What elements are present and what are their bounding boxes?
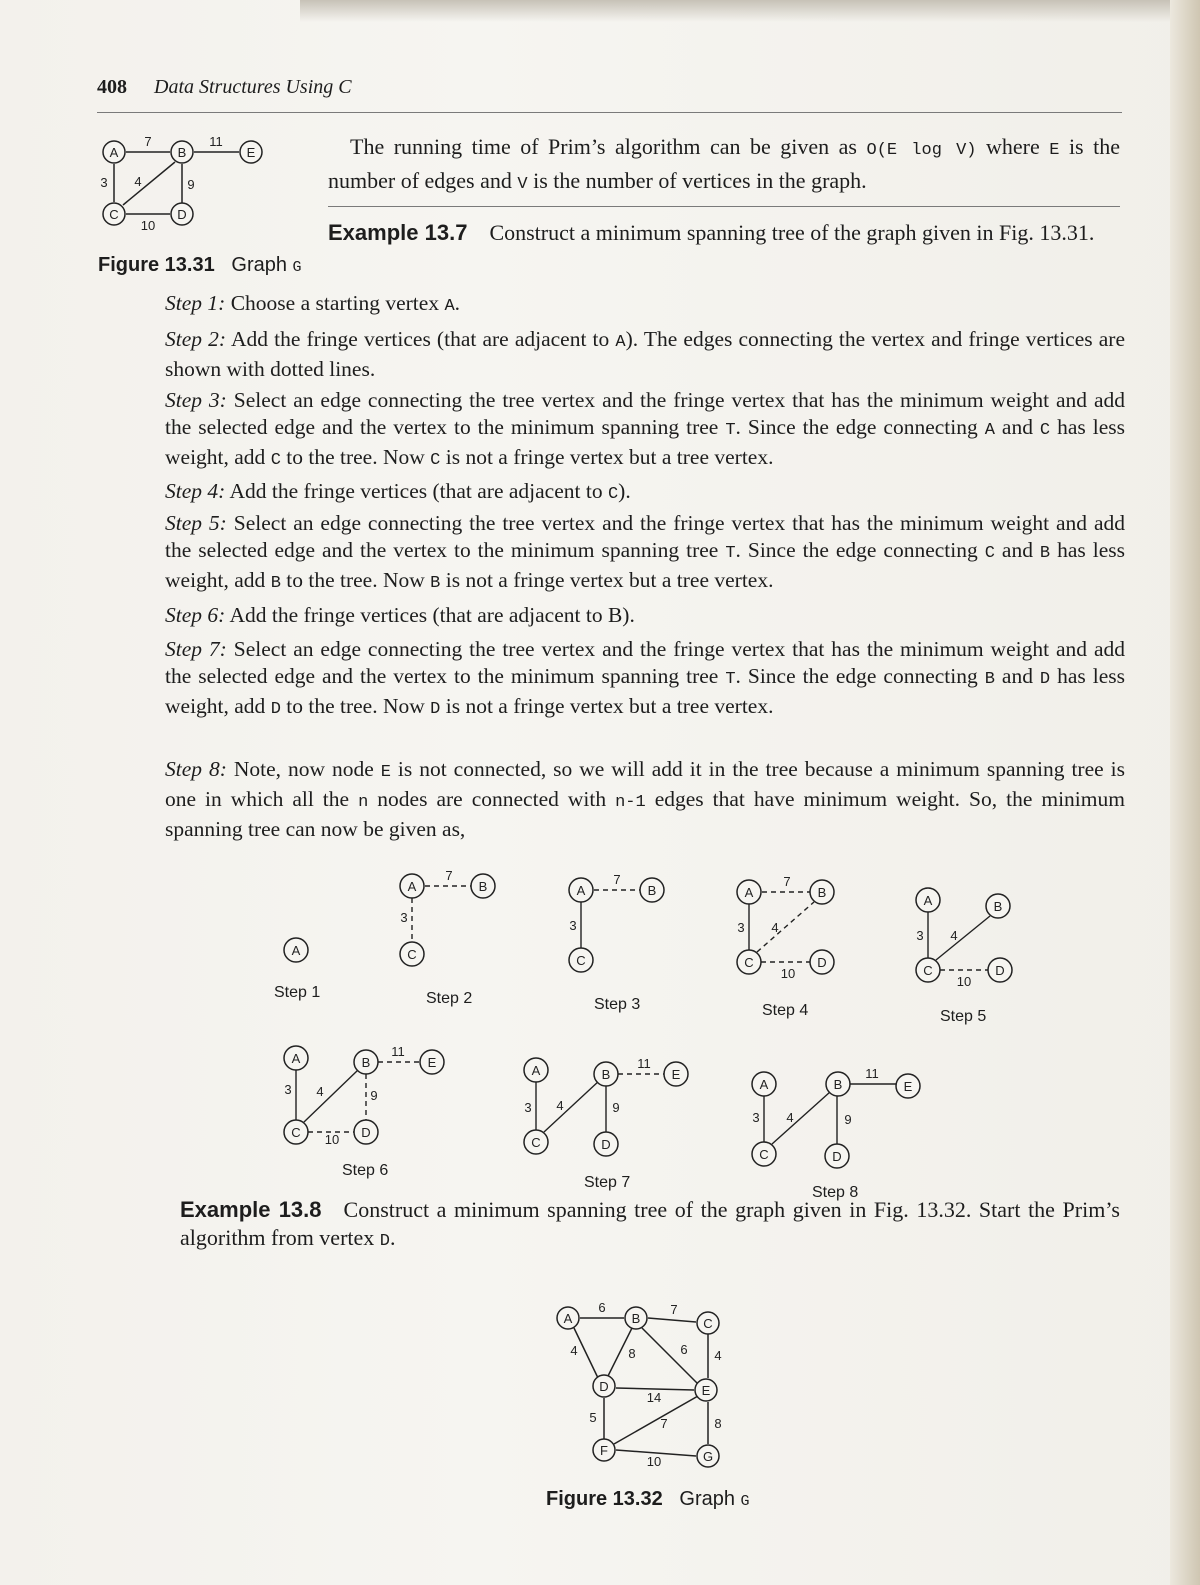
step-text (165, 637, 1125, 718)
edge-weight: 4 (771, 920, 779, 935)
step-text (225, 479, 630, 503)
edge-weight: 3 (752, 1110, 760, 1125)
diagram-label-step-3: Step 3 (594, 996, 641, 1013)
intro-text: is the number of edges and (328, 134, 1120, 193)
node-label: B (833, 1077, 843, 1092)
edge-weight: 4 (786, 1110, 794, 1125)
node-label: D (599, 1379, 609, 1394)
example-text: Construct a minimum spanning tree of the graph given in Fig. 13.31. (489, 220, 1095, 245)
figure-label: Figure 13.32 (546, 1488, 663, 1510)
edge-weight: 7 (613, 872, 621, 887)
node-label: C (291, 1125, 301, 1140)
figure-caption-code: G (292, 259, 302, 276)
step-text-run: has less weight, add (165, 415, 1125, 469)
example-text: Construct a minimum spanning tree of the graph given in Fig. 13.32. Start the Prim’s algorithm from vertex (180, 1197, 1120, 1250)
example-label: Example 13.8 (180, 1197, 322, 1222)
step-text-run: Add the fringe vertices (that are adjacent to (226, 327, 616, 351)
node-label: D (177, 207, 187, 222)
node-label: A (407, 879, 417, 894)
step-label: Step 5: (165, 511, 227, 535)
step-code: A (984, 421, 995, 440)
edge-weight: 4 (714, 1348, 722, 1363)
edge-weight: 3 (284, 1082, 292, 1097)
edge-weight: 14 (646, 1390, 662, 1405)
step-text (165, 388, 1125, 469)
edge-weight: 11 (865, 1066, 879, 1081)
header-rule (97, 112, 1122, 113)
edge-weight: 7 (670, 1302, 678, 1317)
edge-weight: 9 (370, 1088, 378, 1103)
figure-13-31-graph (92, 128, 282, 244)
example-label: Example 13.7 (328, 220, 468, 245)
edge-weight: 7 (783, 874, 791, 889)
page-shadow (300, 0, 1200, 22)
step-code: D (270, 700, 281, 719)
figure-caption: Graph (231, 254, 287, 276)
step-text-run: to the tree. Now (280, 568, 431, 592)
edge-weight: 6 (598, 1300, 606, 1315)
edge-weight: 8 (628, 1346, 636, 1361)
edge-weight: 4 (556, 1098, 564, 1113)
node-label: E (701, 1383, 711, 1398)
node-label: D (601, 1137, 611, 1152)
step-code: B (430, 574, 441, 593)
step-text-run: and (994, 538, 1040, 562)
step-text-run: nodes are connected with (368, 787, 616, 811)
step-text-run: to the tree. Now (280, 445, 431, 469)
step-code: n-1 (615, 793, 646, 812)
intro-code: E (1049, 141, 1060, 160)
intro-text: The running time of Prim’s algorithm can be given as (350, 134, 867, 159)
step-text-run: Note, now node (226, 757, 381, 781)
step-text (165, 511, 1125, 592)
node-label: F (600, 1443, 608, 1458)
node-label: C (923, 963, 933, 978)
diagram-label-step-6: Step 6 (342, 1162, 389, 1179)
step-4 (165, 478, 1125, 508)
node-label: B (177, 145, 187, 160)
edge-weight: 10 (780, 966, 796, 981)
step-text-run: edges that have minimum weight. So, the minimum spanning tree can now be given as, (165, 787, 1125, 841)
node-label: E (903, 1079, 913, 1094)
figure-13-32-graph (548, 1298, 738, 1474)
edge-weight: 5 (589, 1410, 597, 1425)
step-code: T (725, 421, 736, 440)
figure-caption: Graph (679, 1488, 735, 1510)
edge-weight: 10 (324, 1132, 340, 1147)
prim-step-diagrams (260, 860, 1140, 1200)
node-label: A (923, 893, 933, 908)
node-label: B (817, 885, 827, 900)
step-text-run: is not a fringe vertex but a tree vertex. (440, 445, 774, 469)
node-label: D (817, 955, 827, 970)
step-text-run: has less weight, add (165, 538, 1125, 592)
step-7 (165, 636, 1125, 723)
step-label: Step 6: (165, 603, 226, 627)
example-13-7 (328, 218, 1120, 248)
step-text (225, 291, 460, 315)
book-title: Data Structures Using C (154, 76, 352, 98)
page-edge (1170, 0, 1200, 1585)
edge-weight: 8 (714, 1416, 722, 1431)
step-code: E (380, 763, 391, 782)
step-code: n (358, 793, 369, 812)
node-label: C (407, 947, 417, 962)
diagram-label-step-1: Step 1 (274, 984, 321, 1001)
node-label: A (109, 145, 119, 160)
step-8 (165, 756, 1125, 843)
edge-weight: 3 (524, 1100, 532, 1115)
edge-weight: 10 (140, 218, 156, 233)
step-text-run: and (994, 415, 1040, 439)
edge-weight: 11 (391, 1044, 405, 1059)
step-code: T (725, 670, 736, 689)
node-label: B (993, 899, 1003, 914)
edge-c-b (123, 162, 175, 205)
intro-paragraph (328, 132, 1120, 200)
step-code: A (444, 297, 455, 316)
step-text (225, 603, 635, 627)
node-label: D (832, 1149, 842, 1164)
step-text-run: to the tree. Now (280, 694, 431, 718)
step-text-run: . Since the edge connecting (735, 664, 985, 688)
intro-code: O(E log V) (866, 141, 977, 160)
edge-weight: 4 (570, 1343, 578, 1358)
edge-weight: 3 (400, 910, 408, 925)
step-label: Step 4: (165, 479, 226, 503)
edge-weight: 7 (445, 868, 453, 883)
step-code: T (725, 544, 736, 563)
edge-dotted (757, 902, 814, 952)
example-13-8 (180, 1196, 1120, 1256)
node-label: A (563, 1311, 573, 1326)
node-label: C (703, 1316, 713, 1331)
edge-tree (772, 1092, 830, 1144)
step-text-run: . Since the edge connecting (735, 415, 985, 439)
figure-13-31-caption (98, 254, 302, 277)
step-text-run: . (454, 291, 461, 315)
edge-weight: 11 (209, 134, 223, 149)
step-code: C (270, 451, 281, 470)
figure-label: Figure 13.31 (98, 254, 215, 276)
edge-weight: 11 (637, 1056, 651, 1071)
step-code: C (1039, 421, 1051, 440)
node-label: C (576, 953, 586, 968)
step-label: Step 2: (165, 327, 227, 351)
edge-weight: 9 (187, 177, 195, 192)
edge-weight: 10 (956, 974, 972, 989)
node-label: B (631, 1311, 641, 1326)
step-code: C (984, 544, 995, 563)
diagram-label-step-2: Step 2 (426, 990, 473, 1007)
example-rule (328, 206, 1120, 207)
diagram-label-step-7: Step 7 (584, 1174, 631, 1191)
node-label: A (291, 1051, 301, 1066)
node-label: E (246, 145, 256, 160)
step-text-run: Select an edge connecting the tree vertex and the fringe vertex that has the minimum weight and add the selected edge and the vertex to the minimum spanning tree (165, 388, 1125, 439)
node-label: C (531, 1135, 541, 1150)
edge-tree (304, 1070, 358, 1122)
step-code: B (1039, 544, 1051, 563)
figure-caption-code: G (740, 1493, 750, 1510)
step-label: Step 1: (165, 291, 226, 315)
step-text-run: is not a fringe vertex but a tree vertex. (440, 568, 774, 592)
node-label: C (109, 207, 119, 222)
step-text-run: ). The edges connecting the vertex and fringe vertices are shown with dotted lines. (165, 327, 1125, 381)
node-label: B (647, 883, 657, 898)
step-text-run: Select an edge connecting the tree vertex and the fringe vertex that has the minimum weight and add the selected edge and the vertex to the minimum spanning tree (165, 637, 1125, 688)
diagram-label-step-5: Step 5 (940, 1008, 987, 1025)
edge-weight: 3 (569, 918, 577, 933)
step-text-run: is not a fringe vertex but a tree vertex. (440, 694, 774, 718)
step-text-run: Add the fringe vertices (that are adjacent to (225, 479, 608, 503)
node-label: C (759, 1147, 769, 1162)
step-label: Step 3: (165, 388, 227, 412)
edge-b-c (648, 1318, 696, 1322)
node-label: E (671, 1067, 681, 1082)
step-text-run: has less weight, add (165, 664, 1125, 718)
node-label: A (744, 885, 754, 900)
example-code: D (379, 1232, 390, 1251)
step-code: A (615, 333, 626, 352)
step-text-run: is not connected, so we will add it in the tree because a minimum spanning tree is one in which all the (165, 757, 1125, 811)
node-label: A (576, 883, 586, 898)
edge-b-e (642, 1328, 698, 1384)
step-5 (165, 510, 1125, 597)
step-label: Step 7: (165, 637, 227, 661)
step-2 (165, 326, 1125, 383)
node-label: B (361, 1055, 371, 1070)
node-label: A (531, 1063, 541, 1078)
step-text (165, 757, 1125, 841)
edge-tree (544, 1080, 600, 1132)
running-head (97, 76, 352, 99)
node-label: G (702, 1449, 714, 1464)
step-3 (165, 387, 1125, 474)
node-label: E (427, 1055, 437, 1070)
example-text-end: . (389, 1225, 396, 1250)
node-label: B (601, 1067, 611, 1082)
node-label: C (744, 955, 754, 970)
node-label: D (995, 963, 1005, 978)
step-code: B (984, 670, 995, 689)
step-code: C (430, 451, 441, 470)
edge-weight: 9 (844, 1112, 852, 1127)
step-label: Step 8: (165, 757, 227, 781)
edge-weight: 3 (737, 920, 745, 935)
step-code: D (430, 700, 441, 719)
intro-text: where (976, 134, 1050, 159)
edge-weight: 3 (100, 175, 108, 190)
page-number: 408 (97, 76, 127, 98)
edge-weight: 6 (680, 1342, 688, 1357)
node-label: B (478, 879, 488, 894)
edge-weight: 7 (144, 134, 152, 149)
node-label: A (291, 943, 301, 958)
edge-weight: 7 (660, 1416, 668, 1431)
step-code: B (270, 574, 281, 593)
step-text-run: Add the fringe vertices (that are adjacent to B). (225, 603, 635, 627)
intro-text: is the number of vertices in the graph. (527, 168, 867, 193)
figure-13-32-caption (546, 1488, 750, 1511)
step-text-run: ). (618, 479, 631, 503)
step-text-run: Choose a starting vertex (225, 291, 445, 315)
edge-weight: 4 (134, 174, 142, 189)
step-text-run: . Since the edge connecting (735, 538, 985, 562)
node-label: D (361, 1125, 371, 1140)
diagram-label-step-8: Step 8 (812, 1184, 859, 1201)
edge-tree (936, 916, 990, 960)
step-6 (165, 602, 1125, 629)
step-text-run: and (994, 664, 1040, 688)
edge-weight: 4 (950, 928, 958, 943)
step-1 (165, 290, 1125, 320)
edge-weight: 10 (646, 1454, 662, 1469)
step-text (165, 327, 1125, 381)
edge-weight: 3 (916, 928, 924, 943)
step-text-run: Select an edge connecting the tree vertex and the fringe vertex that has the minimum weight and add the selected edge and the vertex to the minimum spanning tree (165, 511, 1125, 562)
diagram-label-step-4: Step 4 (762, 1002, 809, 1019)
intro-code: V (517, 175, 528, 194)
node-label: A (759, 1077, 769, 1092)
step-code: D (1039, 670, 1051, 689)
edge-weight: 9 (612, 1100, 620, 1115)
step-code: C (607, 485, 619, 504)
edge-weight: 4 (316, 1084, 324, 1099)
